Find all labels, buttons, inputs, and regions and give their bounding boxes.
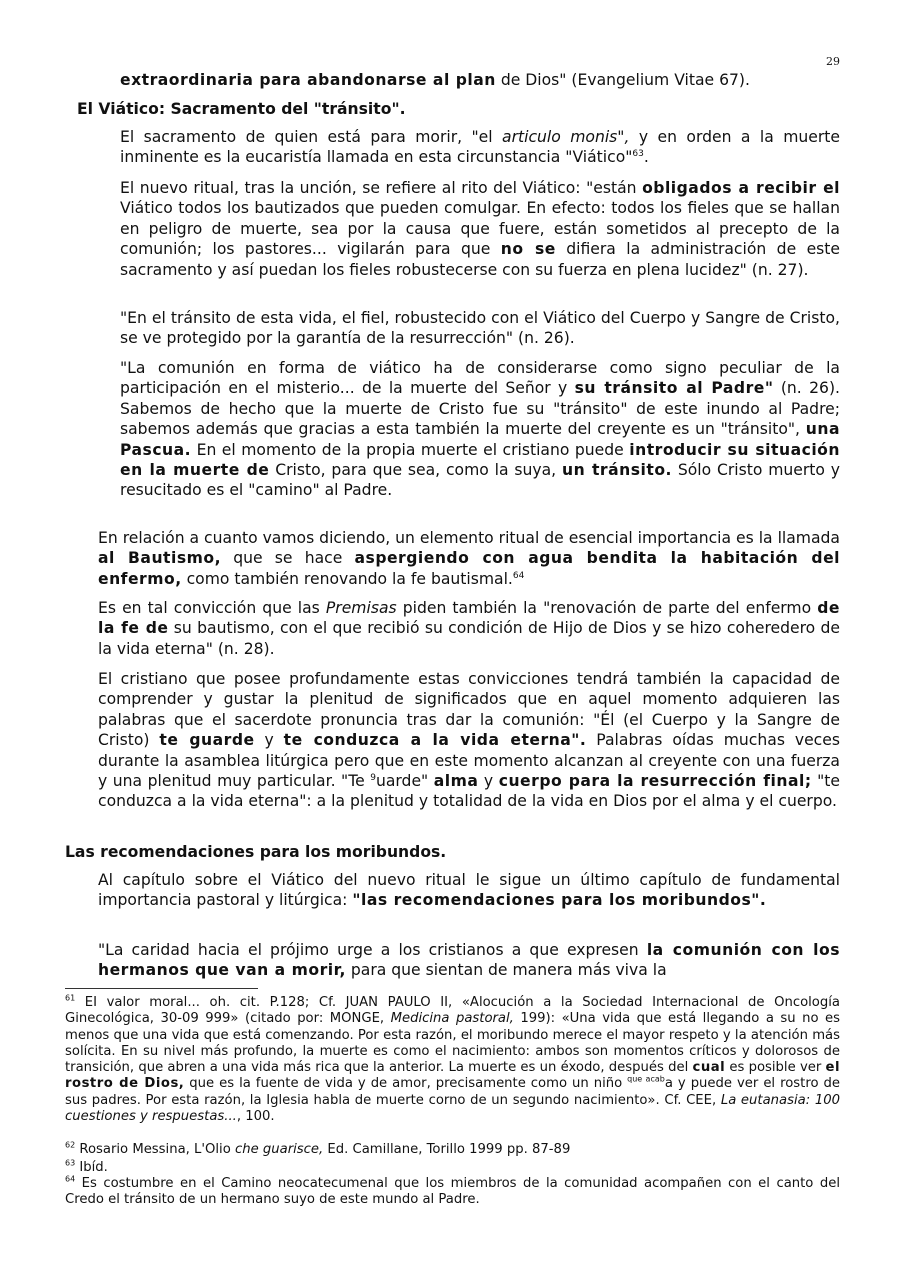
text-run: introducir su situación en la muerte de [120, 440, 840, 480]
text-run: Medicina pastoral, [390, 1011, 514, 1027]
text-run: Ibíd. [75, 1160, 108, 1175]
footnote-reference: 61 [65, 993, 76, 1003]
text-run: y [478, 772, 499, 791]
text-run: para que sientan de manera más viva la [345, 961, 667, 980]
paragraph [120, 127, 840, 168]
text-run: es posible ver [725, 1060, 826, 1076]
footnote-divider [65, 988, 258, 989]
footnote-reference: que acab [627, 1075, 665, 1085]
text-run: En relación a cuanto vamos diciendo, un elemento ritual de esencial importancia es la llamada [98, 529, 840, 547]
text-run: te conduzca a la vida eterna". [283, 731, 587, 750]
text-run: cuerpo para la resurrección final; [498, 772, 812, 791]
footnote [65, 1160, 840, 1176]
text-run: Las recomendaciones para los moribundos. [65, 843, 447, 861]
text-run: el rostro de Dios, [65, 1060, 840, 1092]
paragraph [98, 669, 840, 812]
text-run: Viático todos los bautizados que pueden comulgar. En efecto: todos los fieles que se hallan en peligro de muerte, sea por la causa que fuere, están sometidos al precepto de la comunión; los pastores... vigilarán para que [120, 199, 840, 259]
text-run: te guarde [159, 731, 255, 750]
footnote [65, 1142, 840, 1158]
footnote-reference: 9 [370, 772, 376, 783]
text-run: Es en tal convicción que las [98, 599, 326, 617]
text-run: Es costumbre en el Camino neocatecumenal que los miembros de la comunidad acompañen con el canto del Credo el tránsito de un hermano suyo de este mundo al Padre. [65, 1176, 840, 1208]
text-run: articulo monis", [502, 128, 630, 146]
paragraph [98, 870, 840, 911]
text-run: extraordinaria para abandonarse al plan [120, 71, 496, 89]
text-run: la comunión con los hermanos que van a morir, [98, 941, 840, 980]
text-run: al Bautismo, [98, 549, 222, 568]
footnote-reference: 63 [632, 149, 644, 160]
text-run: y [254, 731, 284, 750]
footnote-reference: 64 [65, 1174, 76, 1184]
text-run: su bautismo, con el que recibió su condición de Hijo de Dios y se hizo coheredero de la vida eterna" (n. 28). [98, 619, 841, 658]
text-run: Cristo, para que sea, como la suya, [269, 461, 562, 480]
text-run: aspergiendo con agua bendita la habitación del enfermo, [98, 549, 840, 588]
footnote-reference: 62 [65, 1140, 76, 1150]
text-run: El Viático: Sacramento del "tránsito". [77, 100, 406, 118]
text-run: piden también la "renovación de parte del enfermo [396, 599, 818, 617]
text-run: "La comunión en forma de viático ha de considerarse como signo peculiar de la participación en el misterio... de la muerte del Señor y [120, 359, 840, 398]
text-run: EI valor moral... oh. cit. P.128; Cf. JUAN PAULO II, «Alocución a la Sociedad Internacional de Oncología Ginecológica, 30-09 999» (citado por: MONGE, [65, 995, 840, 1027]
text-run: Premisas [325, 599, 397, 617]
text-run: no se [500, 240, 556, 259]
text-run: "las recomendaciones para los moribundos". [352, 891, 767, 910]
paragraph-continuation [120, 70, 840, 90]
text-run: "En el tránsito de esta vida, el fiel, robustecido con el Viático del Cuerpo y Sangre de Cristo, se ve protegido por la garantía de la resurrección" (n. 26). [120, 309, 840, 348]
text-run: , 100. [236, 1109, 275, 1125]
text-run: uarde" [375, 772, 434, 791]
footnote [65, 995, 840, 1125]
text-run: que es la fuente de vida y de amor, precisamente como un niño [184, 1076, 628, 1092]
paragraph [120, 358, 840, 501]
footnote-reference: 63 [65, 1158, 76, 1168]
text-run: de la fe de [98, 599, 841, 638]
text-run: Sólo Cristo muerto y resucitado es el "camino" al Padre. [120, 461, 841, 500]
text-run: El sacramento de quien está para morir, "el [120, 128, 503, 146]
text-run: "La caridad hacia el prójimo urge a los cristianos a que expresen [98, 941, 647, 959]
footnote-reference: 64 [512, 570, 525, 581]
text-run: alma [433, 772, 479, 791]
text-run: como también renovando la fe bautismal. [181, 569, 513, 588]
text-run: "te conduzca a la vida eterna": a la plenitud y totalidad de la vida en Dios por el alma y el cuerpo. [98, 772, 840, 811]
footnote [65, 1176, 840, 1209]
paragraph [98, 940, 840, 981]
text-run: Rosario Messina, L'Olio [75, 1142, 235, 1157]
text-run: obligados a recibir el [642, 179, 840, 197]
text-run: . [643, 148, 649, 167]
text-run: (n. 26). Sabemos de hecho que la muerte de Cristo fue su "tránsito" de este inundo al Padre; sabemos además que gracias a esta también la muerte del creyente es un "tránsito", [120, 379, 840, 439]
text-run: una Pascua. [120, 420, 840, 459]
text-run: El nuevo ritual, tras la unción, se refiere al rito del Viático: "están [120, 179, 643, 197]
page-number: 29 [826, 55, 840, 68]
text-run: difiera la administración de este sacramento y así puedan los fieles robustecerse con su fuerza en plena lucidez" (n. 27). [120, 240, 840, 279]
text-run: che guarisce, [234, 1142, 324, 1157]
text-run: Ed. Camillane, Torillo 1999 pp. 87-89 [323, 1142, 571, 1157]
text-run: En el momento de la propia muerte el cristiano puede [191, 440, 630, 459]
text-run: y en orden a la muerte inminente es la eucaristía llamada en esta circunstancia "Viático" [120, 128, 841, 167]
text-run: que se hace [221, 549, 355, 568]
text-run: 199): «Una vida que está llegando a su no es menos que una vida que está comenzando. Por esta razón, el moribundo merece el mayor respeto y la atención más solícita. En su nivel más profundo, la muerte es como el nacimiento: ambos son momentos críticos y dolorosos de transición, que abren a una vida más rica que la anterior. La muerte es un éxodo, después del [65, 1011, 840, 1076]
text-run: su tránsito al Padre" [574, 379, 774, 398]
text-run: El cristiano que posee profundamente estas convicciones tendrá también la capacidad de comprender y gustar la plenitud de significados que en aquel momento adquieren las palabras que el sacerdote pronuncia tras dar la comunión: "Él (el Cuerpo y la Sangre de Cristo) [98, 670, 840, 750]
paragraph [120, 178, 840, 280]
section-heading-viatico [77, 99, 406, 119]
text-run: un tránsito. [561, 461, 672, 480]
section-heading-recomendaciones [65, 842, 446, 862]
text-run: Palabras oídas muchas veces durante la asamblea litúrgica pero que en este momento alcanzan al creyente con una fuerza y una plenitud muy particular. "Te [98, 731, 840, 791]
paragraph [98, 528, 840, 589]
text-run: a y puede ver el rostro de sus padres. Por esta razón, la Iglesia habla de muerte corno de un segundo nacimiento». Cf. CEE, [65, 1076, 840, 1108]
paragraph [120, 308, 840, 349]
text-run: cual [692, 1060, 726, 1076]
text-run: La eutanasia: 100 cuestiones y respuestas... [65, 1092, 840, 1125]
text-run: de Dios" (Evangelium Vitae 67). [495, 71, 750, 89]
text-run: Al capítulo sobre el Viático del nuevo ritual le sigue un último capítulo de fundamental importancia pastoral y litúrgica: [98, 871, 840, 910]
paragraph [98, 598, 840, 659]
